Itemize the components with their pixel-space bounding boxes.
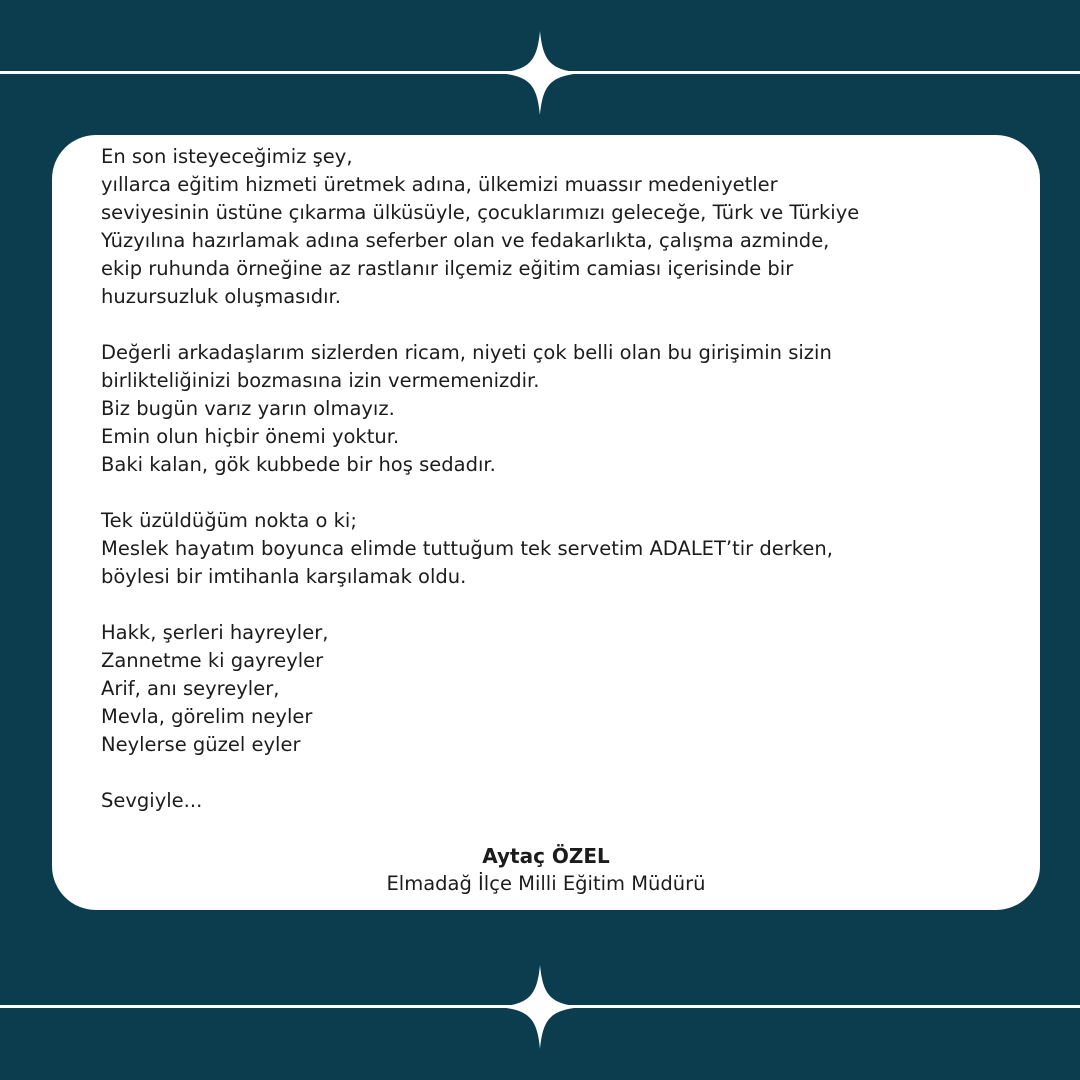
letter-line: Değerli arkadaşlarım sizlerden ricam, niyeti çok belli olan bu girişimin sizin — [101, 341, 832, 364]
top-star-icon — [498, 31, 582, 115]
letter-line: Sevgiyle... — [101, 789, 203, 812]
letter-body — [101, 143, 1021, 815]
letter-card — [52, 135, 1040, 910]
letter-line: Meslek hayatım boyunca elimde tuttuğum tek servetim ADALET’tir derken, — [101, 537, 833, 560]
letter-line: Arif, anı seyreyler, — [101, 677, 280, 700]
letter-line: seviyesinin üstüne çıkarma ülküsüyle, çocuklarımızı geleceğe, Türk ve Türkiye — [101, 201, 860, 224]
letter-line: Tek üzüldüğüm nokta o ki; — [101, 509, 357, 532]
letter-line: birlikteliğinizi bozmasına izin vermemenizdir. — [101, 369, 540, 392]
letter-paragraph — [101, 507, 1021, 591]
letter-line: En son isteyeceğimiz şey, — [101, 145, 353, 168]
letter-paragraph — [101, 339, 1021, 479]
letter-line: Hakk, şerleri hayreyler, — [101, 621, 329, 644]
bottom-star-icon — [498, 965, 582, 1049]
signature-block — [52, 842, 1040, 898]
signature-title: Elmadağ İlçe Milli Eğitim Müdürü — [386, 872, 706, 895]
letter-line: Neylerse güzel eyler — [101, 733, 301, 756]
letter-paragraph — [101, 787, 1021, 815]
letter-line: yıllarca eğitim hizmeti üretmek adına, ülkemizi muassır medeniyetler — [101, 173, 778, 196]
letter-paragraph — [101, 143, 1021, 311]
letter-line: Emin olun hiçbir önemi yoktur. — [101, 425, 400, 448]
letter-line: ekip ruhunda örneğine az rastlanır ilçemiz eğitim camiası içerisinde bir — [101, 257, 794, 280]
letter-line: Yüzyılına hazırlamak adına seferber olan ve fedakarlıkta, çalışma azminde, — [101, 229, 830, 252]
letter-line: Mevla, görelim neyler — [101, 705, 313, 728]
letter-line: böylesi bir imtihanla karşılamak oldu. — [101, 565, 467, 588]
letter-line: huzursuzluk oluşmasıdır. — [101, 285, 341, 308]
letter-line: Baki kalan, gök kubbede bir hoş sedadır. — [101, 453, 496, 476]
letter-paragraph — [101, 619, 1021, 759]
letter-line: Biz bugün varız yarın olmayız. — [101, 397, 395, 420]
signature-name: Aytaç ÖZEL — [482, 844, 610, 868]
letter-line: Zannetme ki gayreyler — [101, 649, 324, 672]
